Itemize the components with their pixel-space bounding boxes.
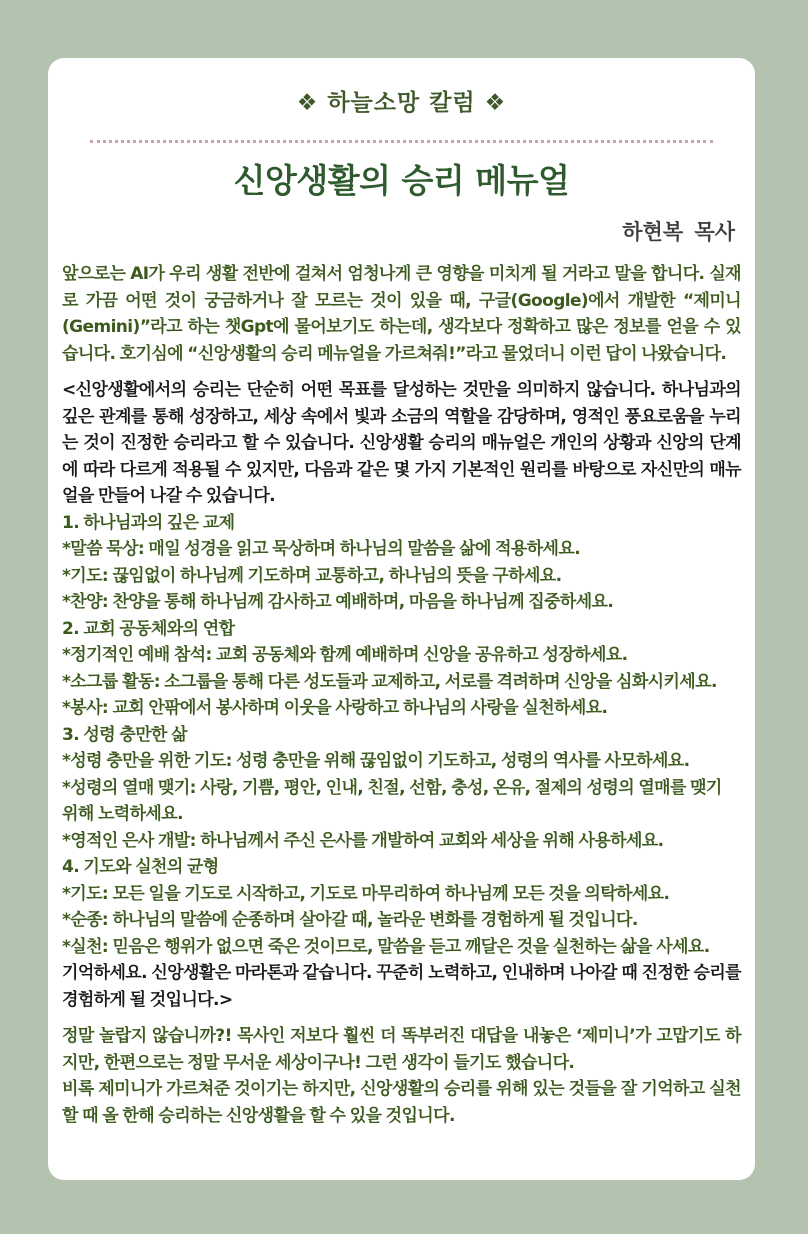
list-item: *찬양: 찬양을 통해 하나님께 감사하고 예배하며, 마음을 하나님께 집중하세요. — [62, 592, 614, 612]
list-item: *말씀 묵상: 매일 성경을 읽고 묵상하며 하나님의 말씀을 삶에 적용하세요. — [62, 539, 581, 559]
list-item: *기도: 모든 일을 기도로 시작하고, 기도로 마무리하여 하나님께 모든 것을 의탁하세요. — [62, 883, 670, 904]
list-item: *소그룹 활동: 소그룹을 통해 다른 성도들과 교제하고, 서로를 격려하며 신앙을 심화시키세요. — [62, 671, 717, 692]
list-item: *영적인 은사 개발: 하나님께서 주신 은사를 개발하여 교회와 세상을 위해 사용하세요. — [62, 830, 664, 851]
article-title: 신앙생활의 승리 메뉴얼 — [233, 161, 570, 200]
closing-paragraph: 비록 제미니가 가르쳐준 것이기는 하지만, 신앙생활의 승리를 위해 있는 것들을 잘 기억하고 실천할 때 올 한해 승리하는 신앙생활을 할 수 있을 것입니다. — [62, 1079, 741, 1126]
list-item: *봉사: 교회 안팎에서 봉사하며 이웃을 사랑하고 하나님의 사랑을 실천하세요. — [62, 698, 608, 718]
section-heading: 1. 하나님과의 깊은 교제 — [62, 512, 235, 533]
closing-section — [62, 1023, 741, 1129]
quote-opening: <신앙생활에서의 승리는 단순히 어떤 목표를 달성하는 것만을 의미하지 않습니다. 하나님과의 깊은 관계를 통해 성장하고, 세상 속에서 빛과 소금의 역할을 감당하며, 영적인 풍요로움을 누리는 것이 진정한 승리라고 할 수 있습니다. 신앙생활 승리의 매뉴얼은 개인의 상황과 신앙의 단계에 따라 다르게 적용될 수 있지만, 다음과 같은 몇 가지 기본적인 원리를 바탕으로 자신만의 매뉴얼을 만들어 나갈 수 있습니다. — [62, 380, 741, 506]
intro-paragraph: 앞으로는 AI가 우리 생활 전반에 걸쳐서 엄청나게 큰 영향을 미치게 될 거라고 말을 합니다. 실재로 가끔 어떤 것이 궁금하거나 잘 모르는 것이 있을 때, 구글(Google)에서 개발한 “제미니(Gemini)”라고 하는 챗Gpt에 물어보기도 하는데, 생각보다 정확하고 많은 정보를 얻을 수 있습니다. 호기심에 “신앙생활의 승리 메뉴얼을 가르쳐줘!”라고 물었더니 이런 답이 나왔습니다. — [62, 264, 741, 364]
list-item: *정기적인 예배 참석: 교회 공동체와 함께 예배하며 신앙을 공유하고 성장하세요. — [62, 645, 628, 665]
quoted-answer — [62, 377, 741, 1013]
dotted-divider — [90, 140, 713, 143]
column-label: ❖ 하늘소망 칼럼 ❖ — [296, 90, 507, 116]
column-card — [48, 58, 755, 1180]
section-heading: 4. 기도와 실천의 균형 — [62, 857, 219, 877]
list-item: *기도: 끊임없이 하나님께 기도하며 교통하고, 하나님의 뜻을 구하세요. — [62, 565, 562, 586]
list-item: *실천: 믿음은 행위가 없으면 죽은 것이므로, 말씀을 듣고 깨달은 것을 실천하는 삶을 사세요. — [62, 936, 710, 957]
section-heading: 3. 성령 충만한 삶 — [62, 724, 187, 745]
list-item: *성령 충만을 위한 기도: 성령 충만을 위해 끊임없이 기도하고, 성령의 역사를 사모하세요. — [62, 751, 690, 771]
list-item: *순종: 하나님의 말씀에 순종하며 살아갈 때, 놀라운 변화를 경험하게 될 것입니다. — [62, 910, 638, 930]
quote-closing: 기억하세요. 신앙생활은 마라톤과 같습니다. 꾸준히 노력하고, 인내하며 나아갈 때 진정한 승리를 경험하게 될 것입니다.> — [62, 963, 741, 1010]
author-name: 하현복 목사 — [622, 220, 735, 244]
list-item: *성령의 열매 맺기: 사랑, 기쁨, 평안, 인내, 친절, 선함, 충성, 온유, 절제의 성령의 열매를 맺기 위해 노력하세요. — [62, 777, 722, 824]
section-heading: 2. 교회 공동체와의 연합 — [62, 618, 235, 639]
closing-paragraph: 정말 놀랍지 않습니까?! 목사인 저보다 훨씬 더 똑부러진 대답을 내놓은 ‘제미니’가 고맙기도 하지만, 한편으로는 정말 무서운 세상이구나! 그런 생각이 들기도 했습니다. — [62, 1026, 741, 1073]
